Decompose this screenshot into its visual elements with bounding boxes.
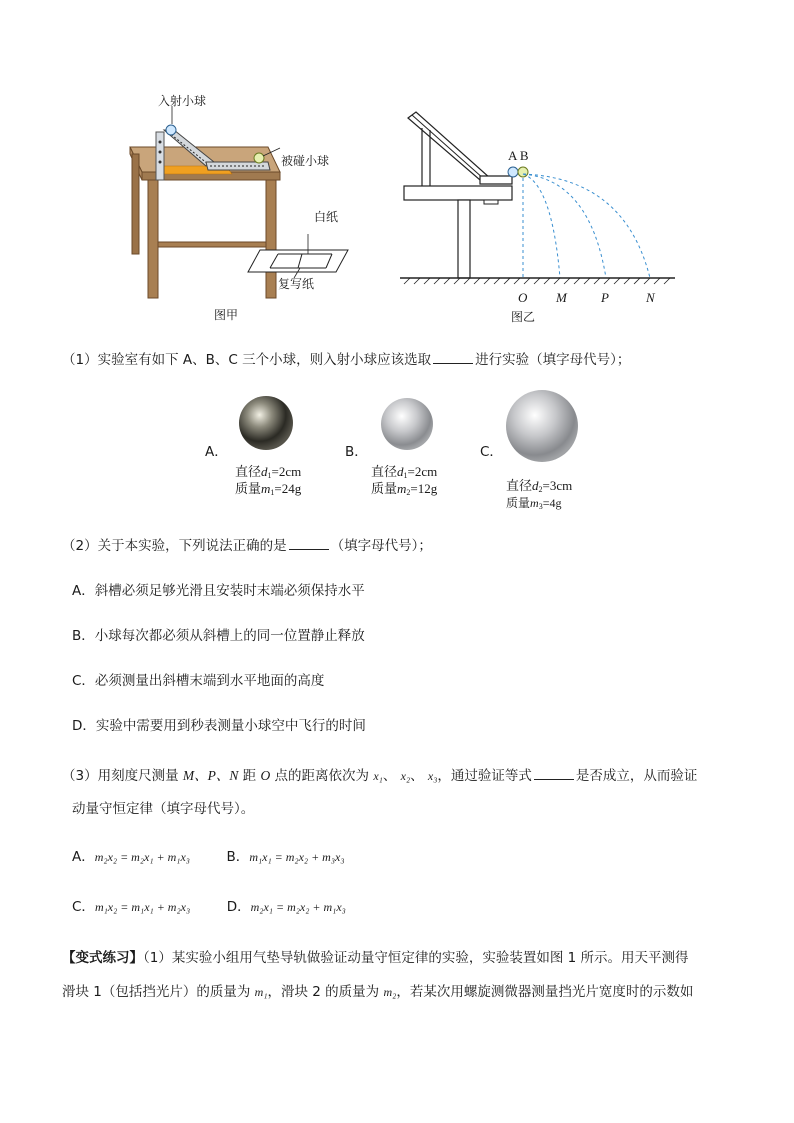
ball-c-image (504, 388, 580, 464)
question-3-line-1: （3）用刻度尺测量 M、P、N 距 O 点的距离依次为 x₁、 x₂、 x₃，通过验证等式 是否成立，从而验证 (62, 768, 698, 784)
q2-option-a: A．斜槽必须足够光滑且安装时末端必须保持水平 (72, 583, 365, 599)
label-white-paper: 白纸 (314, 210, 339, 224)
q3-option-a: m₂x₂ = m₂x₁ + m₁x₃ (94, 850, 190, 864)
label-carbon-paper: 复写纸 (278, 277, 315, 291)
figure-yi-drawing (400, 108, 680, 288)
ball-option-b (345, 394, 475, 504)
label-point-o: O (518, 290, 528, 305)
variant-line-2: 滑块 1（包括挡光片）的质量为 m₁，滑块 2 的质量为 m₂，若某次用螺旋测微器测量挡光片宽度时的示数如 (62, 984, 694, 1000)
question-1 (62, 350, 630, 370)
variant-tag: 【变式练习】 (62, 950, 143, 966)
ball-c-mass: 质量$m_3=4g$ (506, 496, 562, 511)
label-point-p: P (601, 290, 609, 305)
label-point-m: M (556, 290, 567, 305)
figure-jia-caption: 图甲 (214, 308, 239, 322)
variant-line-1: 【变式练习】（1）某实验小组用气垫导轨做验证动量守恒定律的实验，实验装置如图 1 所示。用天平测得 (62, 950, 689, 966)
ball-option-a (205, 394, 335, 504)
q2-option-b: B．小球每次都必须从斜槽上的同一位置静止释放 (72, 628, 365, 644)
q3-option-c: m₁x₂ = m₁x₁ + m₂x₃ (94, 900, 191, 914)
ball-b-letter: B． (345, 444, 368, 460)
q1-text-before: （1）实验室有如下 A、B、C 三个小球，则入射小球应该选取 (62, 352, 432, 368)
q1-answer-blank[interactable] (433, 350, 473, 364)
ball-a-diameter: 直径$d_1=2cm$ (235, 464, 302, 480)
q3-option-d: m₂x₁ = m₂x₂ + m₁x₃ (250, 900, 346, 914)
q2-option-d: D．实验中需要用到秒表测量小球空中飞行的时间 (72, 718, 366, 734)
question-3-line-2: 动量守恒定律（填字母代号）。 (72, 801, 255, 817)
q3-options-cd: C．m₁x₂ = m₁x₁ + m₂x₃ D．m₂x₁ = m₂x₂ + m₁x₃ (72, 899, 346, 915)
ball-a-image (237, 394, 295, 452)
q3-options-ab: A．m₂x₂ = m₂x₁ + m₁x₃ B．m₁x₁ = m₂x₂ + m₃x₃ (72, 849, 345, 865)
ball-a-mass: 质量$m_1=24g$ (235, 481, 302, 497)
figure-yi-caption: 图乙 (511, 310, 536, 324)
q3-answer-blank[interactable] (534, 766, 574, 780)
label-ab: A B (508, 148, 529, 163)
figure-yi (400, 108, 680, 328)
ball-c-letter: C． (480, 444, 503, 460)
q3-option-b: m₁x₁ = m₂x₂ + m₃x₃ (249, 850, 345, 864)
figure-jia-drawing (118, 92, 368, 302)
ball-b-image (379, 396, 435, 452)
question-2 (62, 536, 432, 556)
ball-option-c (480, 388, 620, 518)
q2-text-after: （填字母代号）； (330, 538, 432, 554)
q2-answer-blank[interactable] (289, 536, 329, 550)
label-incident-ball: 入射小球 (158, 94, 207, 108)
label-point-n: N (646, 290, 655, 305)
q1-text-after: 进行实验（填字母代号）； (475, 352, 631, 368)
ball-b-mass: 质量$m_2=12g$ (371, 481, 438, 497)
ball-b-diameter: 直径$d_1=2cm$ (371, 464, 438, 480)
figure-jia (118, 92, 368, 327)
ball-a-letter: A． (205, 444, 228, 460)
q2-option-c: C．必须测量出斜槽末端到水平地面的高度 (72, 673, 325, 689)
q2-text-before: （2）关于本实验，下列说法正确的是 (62, 538, 287, 554)
label-target-ball: 被碰小球 (281, 154, 330, 168)
ball-c-diameter: 直径$d_2=3cm$ (506, 478, 573, 494)
